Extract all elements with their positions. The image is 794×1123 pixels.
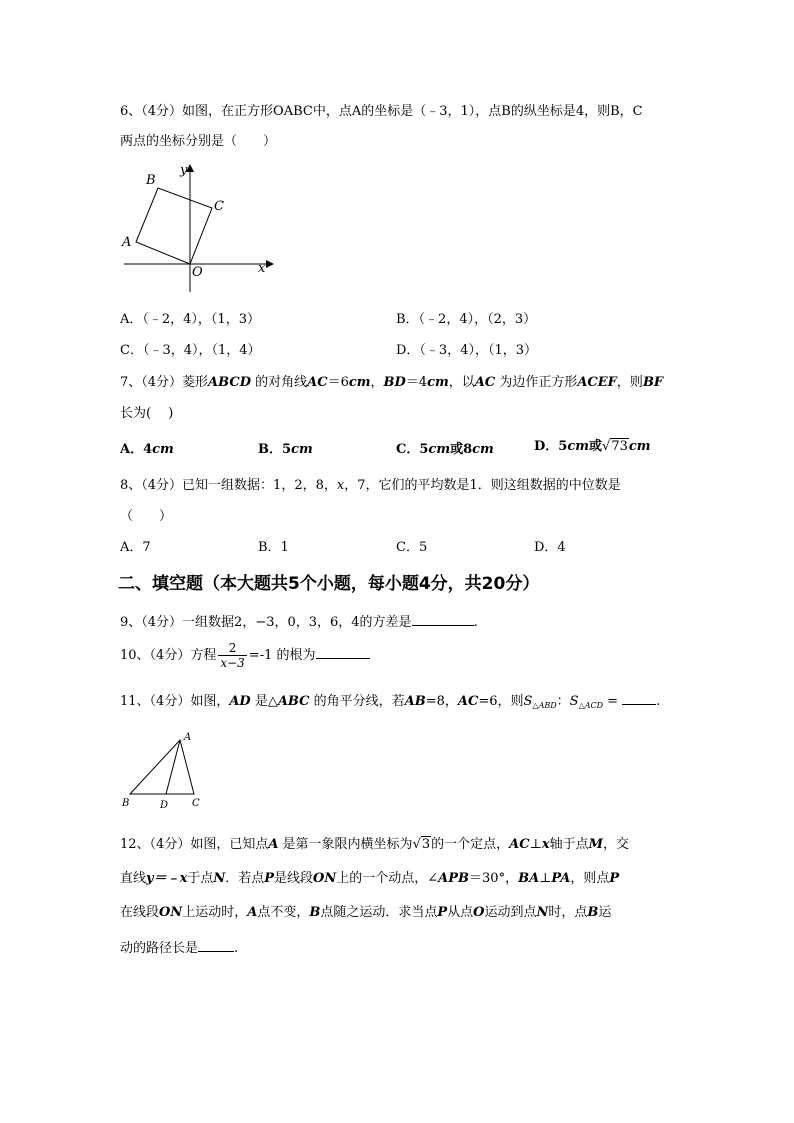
q12-P: P bbox=[264, 871, 275, 886]
q6-option-a[interactable]: A．（﹣2，4），（1，3） bbox=[120, 312, 260, 327]
q12-A: A bbox=[268, 837, 279, 852]
q7-d-pre: D．5 bbox=[534, 439, 568, 454]
q9-line bbox=[120, 613, 478, 631]
q12-ON2: ON bbox=[159, 905, 183, 920]
q10-line bbox=[120, 640, 370, 672]
q11-colon: ： bbox=[556, 694, 570, 709]
q12-blank[interactable] bbox=[198, 939, 234, 952]
q12-PA: PA bbox=[551, 871, 571, 886]
q11-t5: =6，则 bbox=[478, 694, 524, 709]
triangle-abc bbox=[130, 740, 194, 794]
q6-square-figure bbox=[118, 160, 278, 295]
q12-P3: P bbox=[437, 905, 448, 920]
q12-radicand: 3 bbox=[421, 837, 431, 852]
q8-option-a[interactable]: A．7 bbox=[120, 540, 151, 555]
q12-A2: A bbox=[247, 905, 258, 920]
label-C: C bbox=[214, 199, 224, 214]
q11-t1: 11、（4分）如图， bbox=[120, 694, 230, 709]
label-O: O bbox=[192, 265, 203, 280]
q9-end: . bbox=[473, 615, 478, 630]
q12-B: B bbox=[309, 905, 321, 920]
q12-x: x bbox=[541, 837, 550, 852]
q12-BA: BA bbox=[518, 871, 540, 886]
q11-end: . bbox=[656, 694, 661, 709]
q7-option-b[interactable] bbox=[258, 442, 313, 458]
q10-numerator: 2 bbox=[218, 641, 246, 656]
q6-option-d[interactable]: D．（﹣3，4），（1，3） bbox=[396, 343, 538, 358]
q7-t4: 为边作正方形 bbox=[495, 375, 578, 390]
q11-triangle-figure bbox=[118, 730, 218, 812]
q12-P2: P bbox=[609, 871, 620, 886]
q7-cm1: cm bbox=[348, 375, 371, 390]
q7-a-cm: cm bbox=[152, 442, 174, 457]
q12-l3g: 时，点 bbox=[548, 905, 588, 920]
q7-cm2: cm bbox=[427, 375, 449, 390]
q7-ac2: AC bbox=[474, 375, 496, 390]
q7-bf: BF bbox=[642, 375, 664, 390]
q7-line-1 bbox=[120, 375, 663, 391]
q11-abc: ABC bbox=[277, 694, 310, 709]
q12-l1c: 的一个定点， bbox=[431, 837, 510, 852]
q7-t5: ，则 bbox=[616, 375, 643, 390]
q10-blank[interactable] bbox=[316, 646, 370, 659]
q6-option-c[interactable]: C．（﹣3，4），（1，4） bbox=[120, 343, 261, 358]
q12-l2a: 直线 bbox=[120, 871, 147, 886]
q12-l1e: 轴于点 bbox=[549, 837, 589, 852]
q7-bd: BD bbox=[383, 375, 406, 390]
tri-label-D: D bbox=[160, 800, 169, 811]
q11-blank[interactable] bbox=[622, 692, 656, 705]
q7-eq1: ＝6 bbox=[327, 375, 349, 390]
q12-line-2 bbox=[120, 871, 619, 887]
q12-l4b: . bbox=[234, 941, 239, 956]
q12-B2: B bbox=[587, 905, 599, 920]
q9-blank[interactable] bbox=[412, 613, 474, 626]
q12-yx: y＝﹣x bbox=[146, 871, 188, 886]
q7-option-a[interactable] bbox=[120, 442, 174, 458]
tri-label-B: B bbox=[122, 798, 130, 809]
q12-l3f: 运动到点 bbox=[484, 905, 537, 920]
q10-fraction bbox=[218, 641, 246, 670]
q11-ab: AB bbox=[404, 694, 426, 709]
q12-l1b: 是第一象限内横坐标为 bbox=[278, 837, 413, 852]
q10-t2: =-1 的根为 bbox=[248, 648, 316, 663]
q11-t4: =8， bbox=[425, 694, 458, 709]
q12-N2: N bbox=[536, 905, 549, 920]
q12-line-1 bbox=[120, 837, 629, 853]
q11-sub1: △ABD bbox=[532, 701, 557, 710]
q12-l2e: 上的一个动点，∠ bbox=[336, 871, 439, 886]
q7-c-cm: cm bbox=[428, 442, 451, 457]
q11-ad: AD bbox=[229, 694, 251, 709]
q7-c-mid: 或8 bbox=[450, 442, 473, 457]
q12-l3a: 在线段 bbox=[120, 905, 160, 920]
q7-line-2: 长为( ) bbox=[120, 406, 174, 421]
q12-l3h: 运 bbox=[598, 905, 612, 920]
q12-l4a: 动的路径长是 bbox=[120, 941, 199, 956]
q8-option-c[interactable]: C．5 bbox=[396, 540, 428, 555]
q8-t1: 8、（4分）已知一组数据：1，2，8， bbox=[120, 478, 337, 493]
q11-s1: S bbox=[523, 694, 533, 709]
q7-option-c[interactable] bbox=[396, 442, 494, 458]
q7-d-mid: 或 bbox=[589, 439, 603, 454]
q12-l3b: 上运动时， bbox=[182, 905, 248, 920]
q11-sub2: △ACD bbox=[578, 701, 604, 710]
q7-t1: 的对角线 bbox=[250, 375, 308, 390]
q7-option-d[interactable] bbox=[534, 439, 651, 455]
q11-line bbox=[120, 692, 660, 714]
q12-ON: ON bbox=[313, 871, 337, 886]
q7-d-cm: cm bbox=[567, 439, 589, 454]
label-x: x bbox=[258, 261, 266, 276]
q12-line-4 bbox=[120, 939, 238, 957]
section-2-heading: 二、填空题（本大题共5个小题，每小题4分，共20分） bbox=[118, 574, 540, 594]
q7-b-cm: cm bbox=[291, 442, 313, 457]
q7-d-sqrt: √73 bbox=[602, 439, 628, 454]
q7-d-cm2: cm bbox=[628, 439, 651, 454]
q12-l1a: 12、（4分）如图，已知点 bbox=[120, 837, 269, 852]
square-oabc bbox=[136, 188, 212, 264]
q11-eq: = bbox=[603, 694, 619, 709]
q7-acef: ACEF bbox=[577, 375, 617, 390]
q12-N: N bbox=[213, 871, 226, 886]
q6-line-2: 两点的坐标分别是（ ） bbox=[120, 134, 277, 149]
q11-ac: AC bbox=[457, 694, 479, 709]
q12-l2b: 于点 bbox=[187, 871, 214, 886]
q7-d-radicand: 73 bbox=[611, 439, 628, 454]
q7-ac: AC bbox=[307, 375, 328, 390]
q12-l3c: 点不变， bbox=[257, 905, 310, 920]
q8-x: x bbox=[336, 478, 345, 493]
q12-l2d: 是线段 bbox=[274, 871, 314, 886]
q12-l1d: ⊥ bbox=[529, 837, 542, 852]
q12-l2h: ，则点 bbox=[570, 871, 610, 886]
x-axis-arrow bbox=[266, 260, 274, 268]
q7-t2: ， bbox=[370, 375, 384, 390]
q12-l3d: 点随之运动．求当点 bbox=[320, 905, 438, 920]
q12-APB: APB bbox=[438, 871, 470, 886]
q12-AC: AC bbox=[509, 837, 530, 852]
q6-option-b[interactable]: B．（﹣2，4），（2，3） bbox=[396, 312, 537, 327]
q12-sqrt: √3 bbox=[412, 837, 431, 852]
label-A: A bbox=[122, 235, 132, 250]
q7-abcd: ABCD bbox=[208, 375, 251, 390]
label-B: B bbox=[146, 173, 156, 188]
q7-c-cm2: cm bbox=[472, 442, 494, 457]
q6-line-1: 6、（4分）如图，在正方形OABC中，点A的坐标是（﹣3，1），点B的纵坐标是4，则B，C bbox=[120, 104, 643, 119]
q12-M: M bbox=[588, 837, 603, 852]
q12-l2g: ⊥ bbox=[539, 871, 552, 886]
q9-text: 9、（4分）一组数据2，−3，0，3，6，4的方差是 bbox=[120, 615, 412, 630]
q8-option-d[interactable]: D．4 bbox=[534, 540, 566, 555]
q12-l2f: ＝30°， bbox=[469, 871, 519, 886]
q12-l1f: ，交 bbox=[603, 837, 630, 852]
q7-b-pre: B．5 bbox=[258, 442, 292, 457]
tri-label-C: C bbox=[192, 798, 200, 809]
q10-denominator: x−3 bbox=[220, 656, 245, 670]
q7-eq2: ＝4 bbox=[405, 375, 428, 390]
q7-t3: ，以 bbox=[448, 375, 475, 390]
q12-line-3 bbox=[120, 905, 611, 921]
q8-option-b[interactable]: B．1 bbox=[258, 540, 289, 555]
label-y: y bbox=[180, 163, 188, 178]
tri-label-A: A bbox=[184, 732, 192, 743]
q11-t2: 是△ bbox=[250, 694, 278, 709]
q7-a-pre: A．4 bbox=[120, 442, 153, 457]
q7-c-pre: C．5 bbox=[396, 442, 429, 457]
q12-l2c: ．若点 bbox=[225, 871, 265, 886]
q12-O: O bbox=[473, 905, 485, 920]
q11-s2: S bbox=[569, 694, 579, 709]
q11-t3: 的角平分线，若 bbox=[309, 694, 405, 709]
q10-t1: 10、（4分）方程 bbox=[120, 648, 217, 663]
q8-line-1 bbox=[120, 478, 621, 494]
q8-t2: ，7，它们的平均数是1．则这组数据的中位数是 bbox=[344, 478, 621, 493]
q7-prefix: 7、（4分）菱形 bbox=[120, 375, 209, 390]
q12-l3e: 从点 bbox=[447, 905, 474, 920]
q8-line-2: （ ） bbox=[120, 509, 173, 524]
